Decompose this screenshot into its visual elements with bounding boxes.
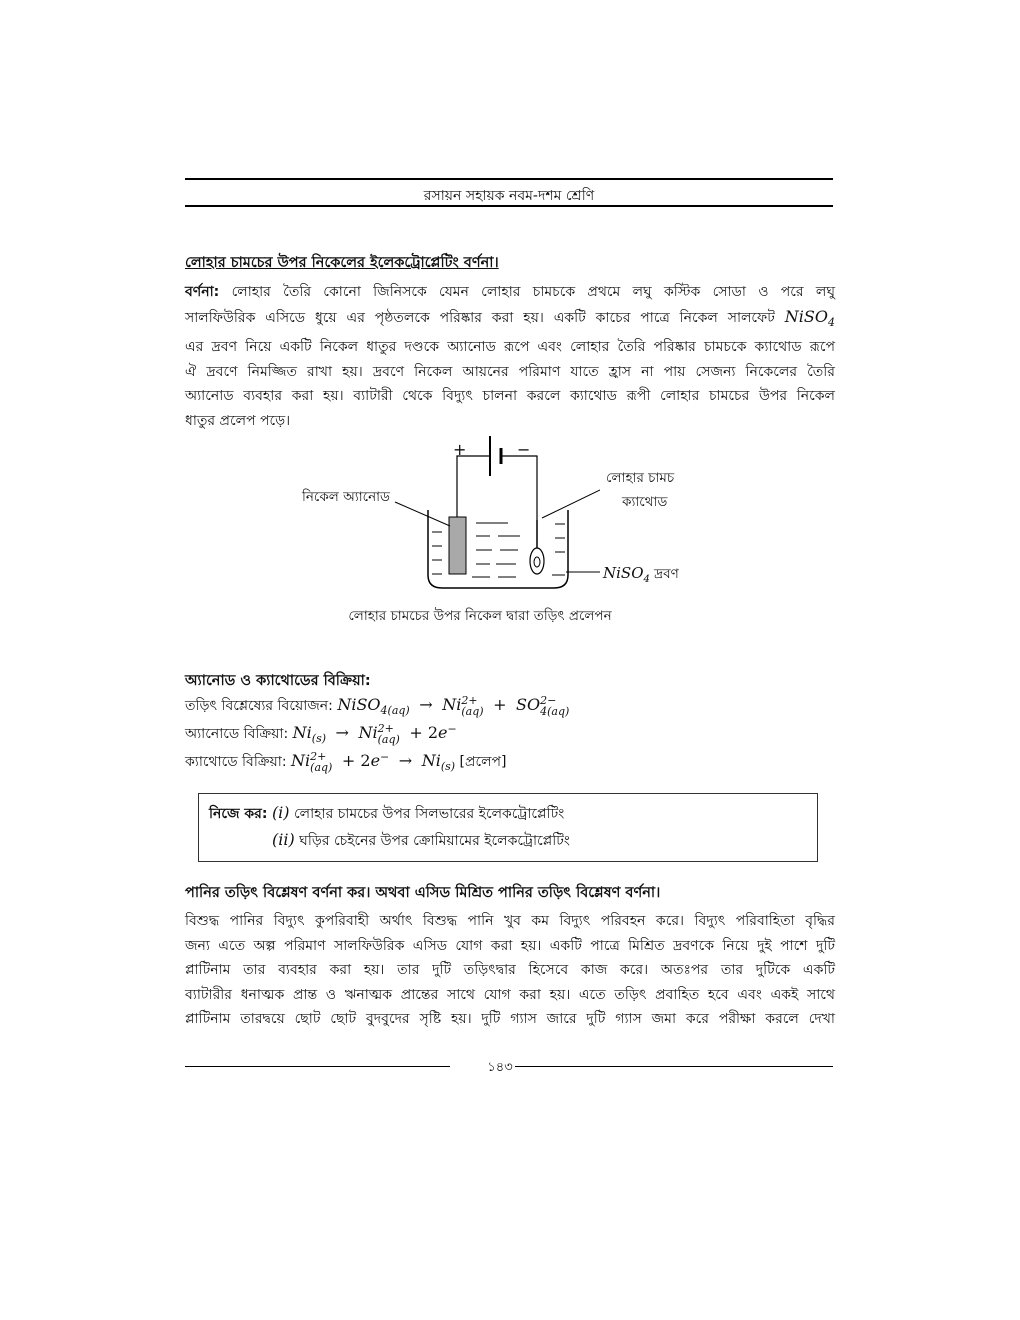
footer-right-rule bbox=[515, 1066, 833, 1067]
header-top-rule bbox=[185, 178, 833, 180]
solution-formula-sub: 4 bbox=[643, 574, 650, 585]
paragraph-line: ব্যাটারীর ধনাত্মক প্রান্ত ও ঋনাত্মক প্রান্তের সাথে যোগ করা হয়। এতে তড়িৎ প্রবাহিত হবে এবং একই সাথে bbox=[185, 986, 835, 1003]
battery-minus-sign: − bbox=[517, 440, 531, 459]
exercise-item-1-number: (i) bbox=[271, 803, 290, 822]
exercise-label: নিজে কর: bbox=[209, 806, 268, 822]
battery-plus-sign: + bbox=[453, 440, 467, 459]
description-label: বর্ণনা: bbox=[185, 284, 220, 300]
paragraph-line bbox=[185, 305, 835, 336]
header-bottom-rule bbox=[185, 205, 833, 207]
anode-label: নিকেল অ্যানোড bbox=[302, 489, 390, 505]
anode-pointer-line bbox=[395, 502, 450, 526]
exercise-item-2 bbox=[272, 829, 570, 853]
cathode-reaction-label: ক্যাথোডে বিক্রিয়া: bbox=[185, 754, 287, 770]
spoon-bowl-inner bbox=[534, 557, 540, 567]
spoon-bowl bbox=[530, 548, 544, 574]
cathode-wire bbox=[501, 456, 537, 520]
formula-niso4: NiSO$_4$ bbox=[784, 306, 835, 329]
paragraph-line: প্লাটিনাম তারদ্বয়ে ছোট ছোট বুদবুদের সৃষ্টি হয়। দুটি গ্যাস জারে দুটি গ্যাস জমা করে পরীক্ষা করলে দেখা bbox=[185, 1011, 835, 1027]
cathode-label: ক্যাথোড bbox=[622, 494, 668, 510]
paragraph-line: প্লাটিনাম তার ব্যবহার করা হয়। তার দুটি তড়িৎদ্বার হিসেবে কাজ করে। অতঃপর তার দুটিকে একটি bbox=[185, 962, 835, 978]
paragraph-line: ধাতুর প্রলেপ পড়ে। bbox=[185, 412, 291, 429]
exercise-item-1 bbox=[209, 802, 564, 826]
coating-note: [প্রলেপ] bbox=[459, 754, 507, 770]
anode-wire bbox=[457, 456, 490, 520]
cathode-reaction-equation: ক্যাথোডে বিক্রিয়া: Ni 2+ (aq) + $2e^- \to Ni_{(s)}$ [প্রলেপ] bbox=[185, 750, 507, 774]
electroplating-diagram bbox=[390, 430, 600, 595]
exercise-item-2-text: ঘড়ির চেইনের উপর ক্রোমিয়ামের ইলেকট্রোপ্লেটিং bbox=[299, 833, 570, 849]
reactions-heading: অ্যানোড ও ক্যাথোডের বিক্রিয়া: bbox=[185, 673, 371, 689]
anode-reaction-equation: অ্যানোডে বিক্রিয়া: $Ni_{(s)} \to Ni$ 2+ (aq) + 2e− bbox=[185, 722, 457, 746]
footer-left-rule bbox=[185, 1066, 450, 1067]
solution-label bbox=[603, 563, 679, 586]
section-heading-water-electrolysis: পানির তড়িৎ বিশ্লেষণ বর্ণনা কর। অথবা এসিড মিশ্রিত পানির তড়িৎ বিশ্লেষণ বর্ণনা। bbox=[185, 885, 661, 901]
cathode-label-spoon: লোহার চামচ bbox=[606, 470, 675, 486]
paragraph-line-text: লোহার তৈরি কোনো জিনিসকে যেমন লোহার চামচকে প্রথমে লঘু কস্টিক সোডা ও পরে লঘু bbox=[231, 284, 835, 300]
paragraph-line bbox=[185, 280, 835, 305]
anode-reaction-label: অ্যানোডে বিক্রিয়া: bbox=[185, 726, 289, 742]
exercise-item-1-text: লোহার চামচের উপর সিলভারের ইলেকট্রোপ্লেটিং bbox=[294, 806, 565, 822]
description-paragraph bbox=[185, 280, 835, 433]
paragraph-line: ঐ দ্রবণে নিমজ্জিত রাখা হয়। দ্রবণে নিকেল আয়নের পরিমাণ যাতে হ্রাস না পায় সেজন্য নিকেলের তৈরি bbox=[185, 363, 835, 380]
paragraph-line: জন্য এতে অল্প পরিমাণ সালফিউরিক এসিড যোগ করা হয়। একটি পাত্রে মিশ্রিত দ্রবণকে নিয়ে দুই পাশে দুটি bbox=[185, 937, 835, 954]
paragraph-line: বিশুদ্ধ পানির বিদ্যুৎ কুপরিবাহী অর্থাৎ বিশুদ্ধ পানি খুব কম বিদ্যুৎ পরিবহন করে। বিদ্যুৎ পরিবাহিতা বৃদ্ধির bbox=[185, 913, 835, 929]
diagram-caption: লোহার চামচের উপর নিকেল দ্বারা তড়িৎ প্রলেপন bbox=[348, 608, 612, 624]
section-heading-nickel-plating: লোহার চামচের উপর নিকেলের ইলেকট্রোপ্লেটিং বর্ণনা। bbox=[185, 255, 499, 271]
exercise-box bbox=[198, 793, 818, 862]
dissociation-label: তড়িৎ বিশ্লেষ্যের বিয়োজন: bbox=[185, 698, 333, 714]
running-header-title: রসায়ন সহায়ক নবম-দশম শ্রেণি bbox=[423, 188, 595, 204]
nickel-anode-bar bbox=[449, 517, 466, 574]
exercise-item-2-number: (ii) bbox=[272, 830, 295, 849]
paragraph-line: অ্যানোড ব্যবহার করা হয়। ব্যাটারী থেকে বিদ্যুৎ চালনা করলে ক্যাথোড রূপী লোহার চামচের উপর নিকেল bbox=[185, 388, 835, 405]
solution-word: দ্রবণ bbox=[654, 566, 679, 582]
page-number: ১৪৩ bbox=[487, 1060, 513, 1075]
dissociation-equation: তড়িৎ বিশ্লেষ্যের বিয়োজন: NiSO$_{4(aq)}$ → Ni 2+ (aq) + SO 2− 4(aq) bbox=[185, 694, 570, 718]
water-electrolysis-paragraph bbox=[185, 909, 835, 1032]
paragraph-line: এর দ্রবণ নিয়ে একটি নিকেল ধাতুর দণ্ডকে অ্যানোড রূপে এবং লোহার তৈরি পরিষ্কার চামচকে ক্যাথোড রূপে bbox=[185, 339, 835, 356]
paragraph-line-text: সালফিউরিক এসিডে ধুয়ে এর পৃষ্ঠতলকে পরিষ্কার করা হয়। একটি কাচের পাত্রে নিকেল সালফেট bbox=[185, 309, 775, 326]
cathode-pointer-line bbox=[542, 490, 600, 518]
solution-formula: NiSO bbox=[603, 564, 644, 582]
